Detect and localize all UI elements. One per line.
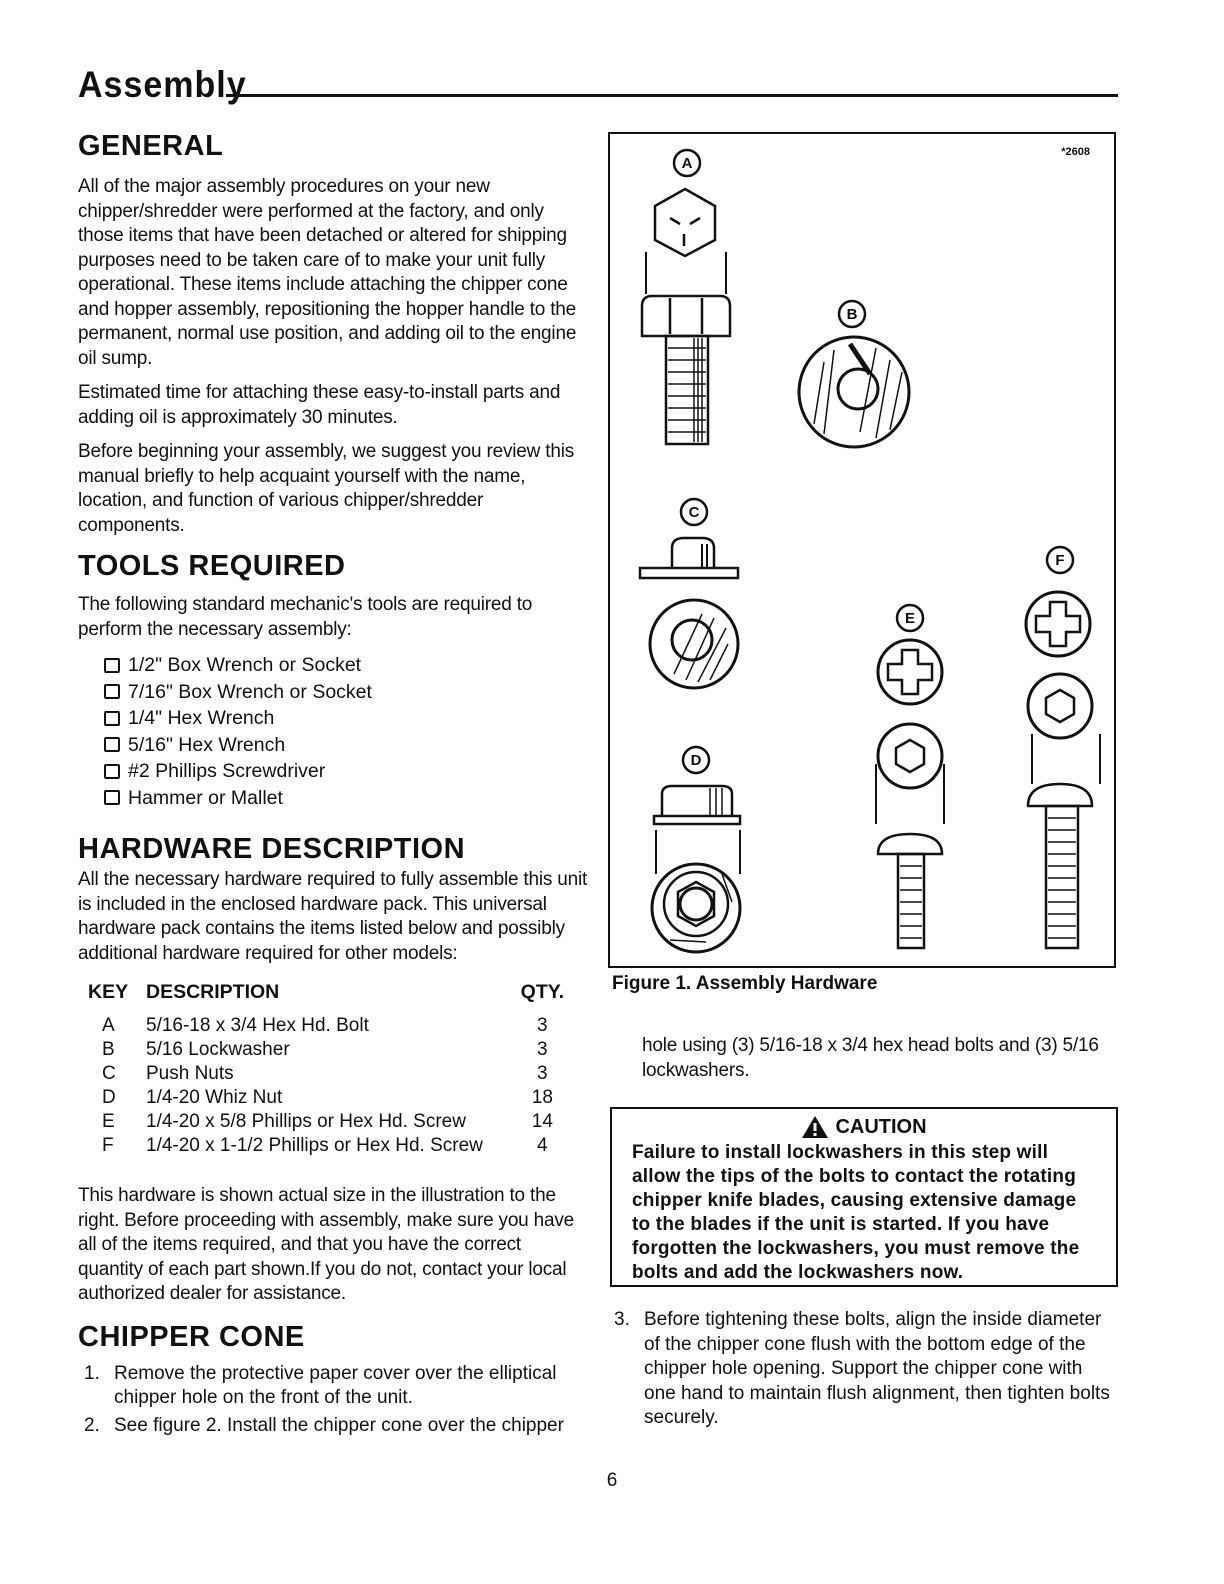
col-key: KEY: [88, 981, 129, 1003]
row-description: 1/4-20 Whiz Nut: [146, 1087, 283, 1108]
row-qty: 4: [537, 1135, 548, 1156]
caution-box: [610, 1107, 1118, 1287]
general-paragraph-2: Estimated time for attaching these easy-to-install parts and adding oil is approximately 30 minutes.: [78, 382, 561, 428]
row-qty: 3: [537, 1039, 548, 1060]
label-b: B: [846, 306, 858, 323]
label-e: E: [904, 610, 916, 627]
row-description: 5/16 Lockwasher: [146, 1039, 290, 1060]
table-row: [88, 1038, 564, 1062]
tools-list: [104, 652, 588, 811]
label-c: C: [688, 504, 700, 521]
warning-triangle-icon: [801, 1115, 829, 1139]
tool-item: [104, 705, 588, 732]
tool-item-label: Hammer or Mallet: [128, 786, 283, 809]
checkbox-icon: [104, 684, 120, 699]
step-number: 3.: [614, 1309, 630, 1330]
table-row: [88, 1086, 564, 1110]
table-row: [88, 1110, 564, 1134]
step-number: 2.: [84, 1414, 100, 1436]
hardware-title: HARDWARE DESCRIPTION: [78, 833, 466, 865]
step-text: Before tightening these bolts, align the inside diameter of the chipper cone flush with the bottom edge of the chipper hole opening. Support the chipper cone with one hand to maintain flush alignment, then tighten bolts securely.: [644, 1309, 1110, 1428]
phillips-screw-long-icon: [1026, 547, 1100, 948]
assembly-hardware-figure: [608, 132, 1116, 968]
step-text: Remove the protective paper cover over the elliptical chipper hole on the front of the unit.: [114, 1362, 557, 1408]
row-key: D: [102, 1087, 116, 1108]
tool-item: [104, 679, 588, 706]
step-number: 1.: [84, 1362, 100, 1384]
figure-ref: *2608: [1061, 146, 1090, 158]
step-item: [614, 1308, 1114, 1431]
push-nut-icon: [640, 499, 738, 688]
hardware-intro: All the necessary hardware required to fully assemble this unit is included in the enclosed hardware pack. This universal hardware pack contains the items listed below and possibly additional hardware required for other models:: [78, 869, 588, 964]
table-row: [88, 1014, 564, 1038]
phillips-screw-short-icon: [876, 605, 944, 948]
caution-text: Failure to install lockwashers in this step will allow the tips of the bolts to contact the rotating chipper knife blades, causing extensive damage to the blades if the unit is started. If you have forgotten the lockwashers, you must remove the bolts and add the lockwashers now.: [632, 1142, 1080, 1283]
row-qty: 3: [537, 1063, 548, 1084]
checkbox-icon: [104, 737, 120, 752]
page-number: 6: [606, 1470, 618, 1491]
whiz-nut-icon: [652, 747, 740, 952]
page-header-title: Assembly: [78, 64, 247, 106]
step-item: [84, 1362, 588, 1411]
row-qty: 3: [537, 1015, 548, 1036]
tool-item-label: #2 Phillips Screwdriver: [128, 760, 326, 782]
row-description: 1/4-20 x 1-1/2 Phillips or Hex Hd. Screw: [146, 1135, 483, 1156]
step-text: See figure 2. Install the chipper cone over the chipper: [114, 1414, 564, 1436]
step2-continued: hole using (3) 5/16-18 x 3/4 hex head bolts and (3) 5/16 lockwashers.: [642, 1035, 1099, 1081]
tool-item-label: 5/16" Hex Wrench: [128, 733, 286, 756]
col-description: DESCRIPTION: [146, 981, 280, 1003]
figure-caption: Figure 1. Assembly Hardware: [612, 973, 878, 994]
header-rule: [226, 94, 1118, 97]
hardware-illustration: [610, 134, 1114, 966]
col-qty: QTY.: [520, 981, 564, 1003]
step-item: [84, 1414, 588, 1439]
chipper-cone-title: CHIPPER CONE: [78, 1320, 305, 1353]
caution-title: CAUTION: [835, 1115, 927, 1138]
left-column: [78, 130, 588, 1441]
tools-title: TOOLS REQUIRED: [78, 550, 346, 582]
tool-item: [104, 785, 588, 812]
general-paragraph-1: All of the major assembly procedures on your new chipper/shredder were performed at the factory, and only those items that have been detached or altered for shipping purposes need to be taken care of to make your unit fully operational. These items include attaching the chipper cone and hopper assembly, repositioning the hopper handle to the permanent, normal use position, and adding oil to the engine oil sump.: [78, 176, 577, 369]
tool-item: [104, 652, 588, 679]
hardware-table: [88, 980, 564, 1158]
label-f: F: [1055, 552, 1065, 569]
row-key: A: [102, 1015, 115, 1036]
tool-item-label: 1/2" Box Wrench or Socket: [128, 654, 362, 676]
tool-item-label: 7/16" Box Wrench or Socket: [128, 680, 372, 703]
row-key: C: [102, 1063, 116, 1084]
row-description: 5/16-18 x 3/4 Hex Hd. Bolt: [146, 1015, 369, 1036]
table-row: [88, 1062, 564, 1086]
row-key: E: [102, 1111, 115, 1132]
row-key: B: [102, 1039, 115, 1060]
table-row: [88, 1134, 564, 1158]
row-qty: 14: [531, 1111, 553, 1132]
tools-intro: The following standard mechanic's tools are required to perform the necessary assembly:: [78, 594, 533, 640]
row-key: F: [102, 1135, 114, 1156]
checkbox-icon: [104, 711, 120, 726]
label-a: A: [681, 155, 693, 172]
hardware-note: This hardware is shown actual size in the illustration to the right. Before proceeding with assembly, make sure you have all of the items required, and that you have the correct quantity of each part shown.If you do not, contact your local authorized dealer for assistance.: [78, 1185, 575, 1304]
general-title: GENERAL: [78, 130, 224, 162]
checkbox-icon: [104, 658, 120, 673]
row-description: 1/4-20 x 5/8 Phillips or Hex Hd. Screw: [146, 1111, 466, 1132]
caution-header: [632, 1115, 1096, 1139]
label-d: D: [690, 752, 702, 769]
tool-item-label: 1/4" Hex Wrench: [128, 707, 275, 729]
checkbox-icon: [104, 764, 120, 779]
tool-item: [104, 758, 588, 785]
row-description: Push Nuts: [146, 1063, 234, 1084]
checkbox-icon: [104, 790, 120, 805]
row-qty: 18: [531, 1087, 553, 1108]
general-paragraph-3: Before beginning your assembly, we suggest you review this manual briefly to help acquaint yourself with the name, location, and function of various chipper/shredder components.: [78, 441, 575, 536]
page-header: [78, 66, 1118, 105]
hex-bolt-icon: [642, 150, 730, 444]
chipper-cone-steps: [84, 1362, 588, 1439]
tool-item: [104, 732, 588, 759]
chipper-cone-step3: [614, 1308, 1114, 1434]
